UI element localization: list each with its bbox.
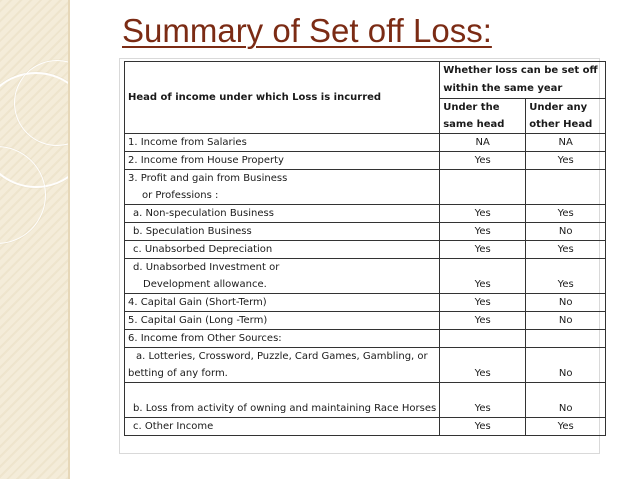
other-head-value: Yes (526, 418, 606, 436)
row-label-line: a. Lotteries, Crossword, Puzzle, Card Games, Gambling, or (136, 351, 428, 362)
other-head-value: No (526, 294, 606, 312)
row-label: b. Loss from activity of owning and maintaining Race Horses (125, 383, 440, 418)
row-label: c. Other Income (125, 418, 440, 436)
set-off-same-year-header: Whether loss can be set off within the same year (440, 62, 606, 99)
slide-title: Summary of Set off Loss: (122, 12, 492, 49)
row-label-line: betting of any form. (128, 368, 228, 379)
table-header-row (125, 62, 606, 99)
table-row (125, 330, 606, 348)
same-head-value: Yes (440, 383, 526, 418)
same-head-value: Yes (440, 418, 526, 436)
under-other-head-header: Under any other Head (526, 99, 606, 134)
row-label (125, 170, 440, 205)
decorative-side-panel (0, 0, 68, 479)
other-head-value: Yes (526, 152, 606, 170)
other-head-value: No (526, 312, 606, 330)
same-head-value: Yes (440, 241, 526, 259)
table-row (125, 241, 606, 259)
row-label-line: 3. Profit and gain from Business (128, 173, 288, 184)
other-head-value: Yes (526, 259, 606, 294)
same-head-value: Yes (440, 312, 526, 330)
other-head-value: Yes (526, 205, 606, 223)
table-row (125, 152, 606, 170)
row-label (125, 348, 440, 383)
table-row (125, 223, 606, 241)
other-head-value: Yes (526, 241, 606, 259)
same-head-value: Yes (440, 294, 526, 312)
under-same-head-header: Under the same head (440, 99, 526, 134)
table-row (125, 205, 606, 223)
other-head-value (526, 330, 606, 348)
row-label (125, 259, 440, 294)
table-row (125, 312, 606, 330)
same-head-value (440, 330, 526, 348)
row-label: 1. Income from Salaries (125, 134, 440, 152)
row-label-line: or Professions : (142, 190, 219, 201)
table-row (125, 418, 606, 436)
table-row (125, 383, 606, 418)
row-label: b. Speculation Business (125, 223, 440, 241)
row-label: 5. Capital Gain (Long -Term) (125, 312, 440, 330)
row-label-line: d. Unabsorbed Investment or (133, 262, 280, 273)
row-label: 6. Income from Other Sources: (125, 330, 440, 348)
same-head-value: Yes (440, 223, 526, 241)
same-head-value: Yes (440, 152, 526, 170)
row-label: a. Non-speculation Business (125, 205, 440, 223)
side-panel-edge (68, 0, 70, 479)
same-head-value: Yes (440, 205, 526, 223)
table-row (125, 134, 606, 152)
same-head-value: NA (440, 134, 526, 152)
other-head-value (526, 170, 606, 205)
table-row (125, 170, 606, 205)
table-row (125, 294, 606, 312)
same-head-value: Yes (440, 348, 526, 383)
row-label: c. Unabsorbed Depreciation (125, 241, 440, 259)
other-head-value: No (526, 223, 606, 241)
other-head-value: No (526, 348, 606, 383)
row-label: 4. Capital Gain (Short-Term) (125, 294, 440, 312)
table-row (125, 259, 606, 294)
row-label-line: Development allowance. (143, 279, 267, 290)
same-head-value: Yes (440, 259, 526, 294)
row-label: 2. Income from House Property (125, 152, 440, 170)
other-head-value: NA (526, 134, 606, 152)
table-row (125, 348, 606, 383)
other-head-value: No (526, 383, 606, 418)
set-off-loss-table (124, 61, 606, 436)
head-of-income-header: Head of income under which Loss is incurred (125, 62, 440, 134)
same-head-value (440, 170, 526, 205)
